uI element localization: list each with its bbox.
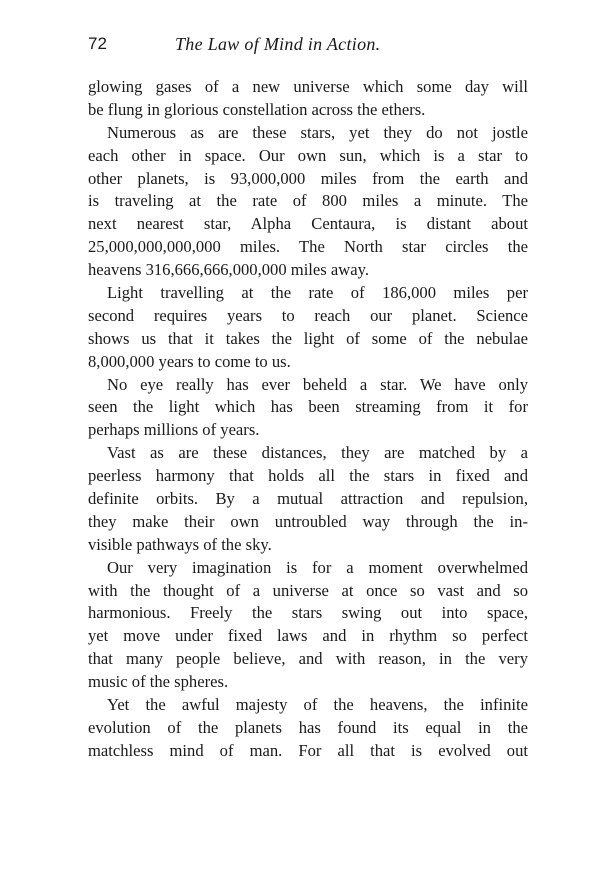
text-line: Light travelling at the rate of 186,000 miles per [107, 283, 528, 303]
text-line: Our very imagination is for a moment overwhelmed [107, 557, 528, 577]
text-line: peerless harmony that holds all the stars in fixed and [88, 466, 528, 486]
text-line: 8,000,000 years to come to us. [88, 351, 291, 371]
text-line: music of the spheres. [88, 672, 229, 692]
text-line: yet move under fixed laws and in rhythm so perfect [88, 626, 528, 646]
text-line: heavens 316,666,666,000,000 miles away. [88, 260, 369, 280]
text-line: is traveling at the rate of 800 miles a minute. The [88, 191, 528, 211]
text-line: harmonious. Freely the stars swing out into space, [88, 603, 528, 623]
text-line: 25,000,000,000,000 miles. The North star circles the [88, 237, 528, 257]
text-line: that many people believe, and with reason, in the very [88, 649, 528, 669]
text-line: definite orbits. By a mutual attraction and repulsion, [88, 489, 528, 509]
text-line: visible pathways of the sky. [88, 534, 272, 554]
text-line: they make their own untroubled way through the in- [88, 511, 528, 531]
text-line: perhaps millions of years. [88, 420, 260, 440]
text-line: other planets, is 93,000,000 miles from the earth and [88, 168, 528, 188]
text-line: each other in space. Our own sun, which is a star to [88, 145, 528, 165]
text-line: next nearest star, Alpha Centaura, is distant about [88, 214, 528, 234]
page-number: 72 [88, 34, 107, 53]
text-line: Numerous as are these stars, yet they do not jostle [107, 122, 528, 142]
running-title: The Law of Mind in Action. [175, 34, 381, 54]
text-line: Yet the awful majesty of the heavens, the infinite [107, 695, 528, 715]
running-header [88, 34, 528, 60]
text-line: No eye really has ever beheld a star. We have only [107, 374, 528, 394]
text-line: second requires years to reach our planet. Science [88, 305, 528, 325]
text-line: Vast as are these distances, they are matched by a [107, 443, 528, 463]
text-line: matchless mind of man. For all that is evolved out [88, 740, 528, 760]
page-body-text [88, 76, 528, 763]
text-line: evolution of the planets has found its equal in the [88, 717, 528, 737]
text-line: glowing gases of a new universe which some day will [88, 77, 528, 96]
text-line: with the thought of a universe at once so vast and so [88, 580, 528, 600]
text-line: shows us that it takes the light of some of the nebulae [88, 328, 528, 348]
text-line: be flung in glorious constellation across the ethers. [88, 99, 426, 119]
text-line: seen the light which has been streaming from it for [88, 397, 528, 417]
